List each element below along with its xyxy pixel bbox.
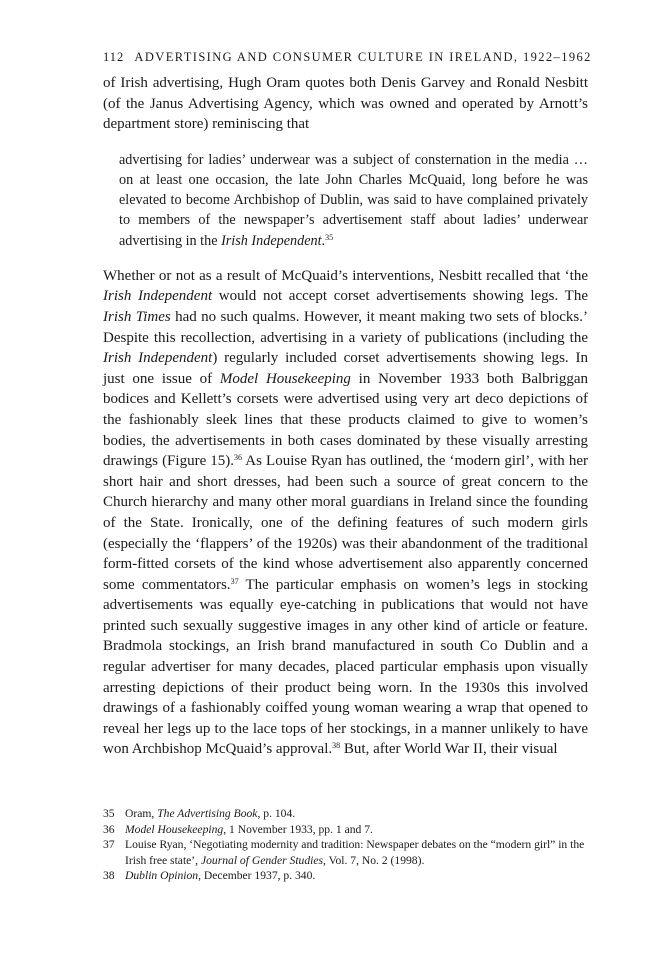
footnote-ref[interactable]: 37 bbox=[230, 576, 239, 586]
footnotes bbox=[103, 806, 588, 884]
para2-text: Whether or not as a result of McQuaid’s interventions, Nesbitt recalled that ‘the bbox=[103, 267, 588, 284]
footnote bbox=[103, 837, 588, 868]
para2-text: would not accept corset advertisements showing legs. The bbox=[212, 288, 588, 305]
para1-text: of Irish advertising, Hugh Oram quotes both Denis Garvey and Ronald Nesbitt (of the Janus Advertising Agency, which was owned and operated by Arnott’s department store) reminiscing that bbox=[103, 75, 588, 133]
para2-italic: Irish Times bbox=[103, 308, 171, 325]
para2-italic: Model Housekeeping bbox=[219, 370, 351, 387]
footnote-italic: Dublin Opinion bbox=[125, 869, 199, 883]
footnote-number: 36 bbox=[103, 822, 115, 836]
quote-italic: Irish Independent bbox=[221, 232, 322, 249]
para2-text: But, after World War II, their visual bbox=[340, 741, 558, 758]
footnote-ref[interactable]: 35 bbox=[325, 232, 334, 242]
para2-text: ) regularly included corset advertisements showing legs. In just one issue of bbox=[103, 350, 588, 387]
footnote bbox=[103, 822, 588, 838]
running-title: ADVERTISING AND CONSUMER CULTURE IN IRELAND, 1922–1962 bbox=[134, 50, 592, 64]
footnote bbox=[103, 806, 588, 822]
footnote bbox=[103, 868, 588, 884]
footnote-number: 38 bbox=[103, 869, 115, 883]
footnote-text bbox=[125, 806, 588, 822]
footnote-italic: Journal of Gender Studies bbox=[200, 853, 324, 867]
footnote-part: Louise Ryan, ‘Negotiating modernity and tradition: Newspaper debates on the “modern girl” in the Irish free state’, bbox=[125, 838, 585, 867]
footnote-text bbox=[125, 837, 588, 868]
paragraph-1 bbox=[103, 73, 588, 135]
para2-italic: Irish Independent bbox=[103, 350, 213, 367]
paragraph-2 bbox=[103, 266, 588, 760]
para2-italic: Irish Independent bbox=[103, 288, 213, 305]
footnote-number: 37 bbox=[103, 838, 115, 852]
footnote-italic: Model Housekeeping bbox=[125, 822, 224, 836]
page-number: 112 bbox=[103, 50, 125, 64]
footnote-ref[interactable]: 36 bbox=[234, 453, 243, 463]
para2-text: in November 1933 both Balbriggan bodices and Kellett’s corsets were advertised using very art deco depictions of the fashionably sleek lines that these products claimed to give to women’s bodies, the advertisements in both cases dominated by these visually arresting drawings (Figure 15). bbox=[103, 370, 588, 470]
para2-text: The particular emphasis on women’s legs in stocking advertisements was equally eye-catching in publications that would not have printed such sexually suggestive images in any other kind of article or feature. Bradmola stockings, an Irish brand manufactured in south Co Dublin and a regular advertiser for many decades, placed particular emphasis upon visually arresting depictions of their product being worn. In the 1930s this involved drawings of a fashionably coiffed young woman wearing a wrap that opened to reveal her legs up to the lace tops of her stockings, in a manner unlikely to have won Archbishop McQuaid’s approval. bbox=[103, 576, 589, 758]
para2-text: As Louise Ryan has outlined, the ‘modern girl’, with her short hair and short dresses, had been such a source of great concern to the Church hierarchy and many other moral guardians in Ireland since the founding of the State. Ironically, one of the defining features of such modern girls (especially the ‘flappers’ of the 1920s) was their abandonment of the traditional form-fitted corsets of the kind whose advertisement also apparently concerned some commentators. bbox=[103, 453, 588, 593]
footnote-part: , December 1937, p. 340. bbox=[198, 869, 316, 883]
quote-text-end: . bbox=[321, 232, 326, 249]
footnote-ref[interactable]: 38 bbox=[332, 741, 341, 751]
page-body bbox=[103, 50, 592, 760]
footnote-part: Oram, bbox=[125, 807, 158, 820]
footnote-part: , 1 November 1933, pp. 1 and 7. bbox=[223, 822, 373, 836]
block-quote bbox=[119, 150, 588, 251]
footnote-italic: The Advertising Book bbox=[157, 807, 258, 820]
footnote-number: 35 bbox=[103, 807, 115, 820]
footnote-text bbox=[125, 822, 588, 838]
footnote-part: , p. 104. bbox=[257, 807, 296, 820]
para2-text: had no such qualms. However, it meant making two sets of blocks.’ Despite this recollection, advertising in a variety of publications (including the bbox=[103, 308, 588, 346]
footnote-text bbox=[125, 868, 588, 884]
footnote-part: , Vol. 7, No. 2 (1998). bbox=[323, 853, 425, 867]
quote-text: advertising for ladies’ underwear was a subject of consternation in the media … on at least one occasion, the late John Charles McQuaid, long before he was elevated to become Archbishop of Dublin, was said to have complained privately to members of the newspaper’s advertisement staff about ladies’ underwear advertising in the bbox=[119, 151, 588, 249]
running-head bbox=[103, 50, 592, 65]
